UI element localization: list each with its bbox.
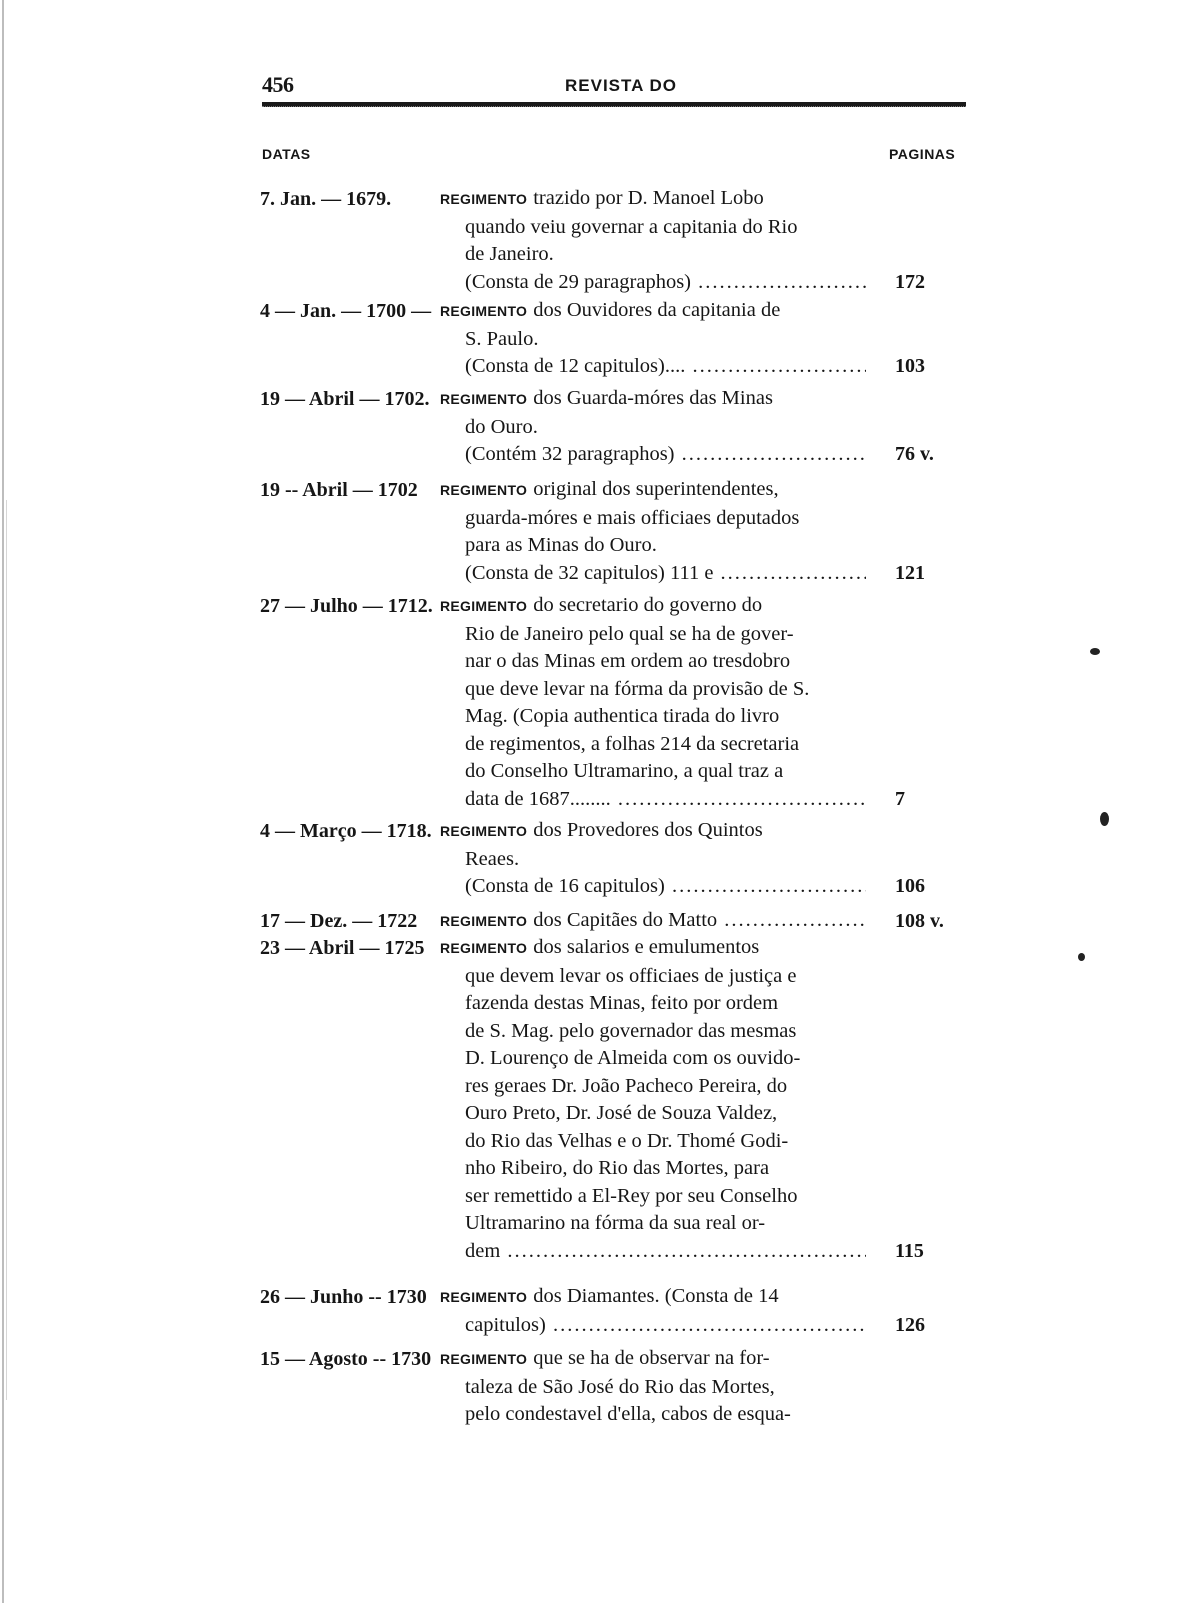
entry-line: fazenda destas Minas, feito por ordem: [465, 992, 779, 1014]
entry-keyword: REGIMENTO: [440, 823, 528, 839]
page-edge: [2, 0, 4, 1603]
entry-date: 23 — Abril — 1725: [260, 937, 425, 959]
entry-line: nar o das Minas em ordem ao tresdobro: [465, 650, 791, 672]
entry-line: de regimentos, a folhas 214 da secretaria: [465, 732, 800, 755]
entry-line: ser remettido a El-Rey por seu Conselho: [465, 1184, 798, 1207]
entry-line: de Janeiro.: [465, 243, 554, 265]
entry-line: do Rio das Velhas e o Dr. Thomé Godi-: [465, 1129, 789, 1152]
entry-line: res geraes Dr. João Pacheco Pereira, do: [465, 1074, 788, 1097]
column-heading-pages: PAGINAS: [889, 146, 956, 162]
entry-page-ref: 106: [895, 875, 925, 897]
entry-line: S. Paulo.: [465, 327, 539, 350]
entry-page-ref: 126: [895, 1313, 925, 1336]
entry-text: [440, 817, 866, 901]
entry-page-ref: 121: [895, 561, 925, 584]
entry-first-line: original dos superintendentes,: [533, 478, 779, 500]
entry-first-line: dos Provedores dos Quintos: [533, 819, 763, 841]
entry-line: Ultramarino na fórma da sua real or-: [465, 1212, 766, 1234]
entry-last-line: (Consta de 16 capitulos) .....: [465, 875, 866, 897]
entry-first-line: dos Diamantes. (Consta de 14: [533, 1285, 779, 1307]
entry-last-line: (Contém 32 paragraphos) .....: [465, 443, 866, 465]
entry-date: 17 — Dez. — 1722: [260, 910, 418, 932]
entry-page-ref: 108 v.: [895, 910, 944, 932]
entry-first-line: dos Capitães do Matto .....: [533, 909, 866, 931]
entry-date: 19 -- Abril — 1702: [260, 479, 418, 501]
entry-date: 15 — Agosto -- 1730: [260, 1348, 432, 1370]
entry-line: Ouro Preto, Dr. José de Souza Valdez,: [465, 1102, 778, 1124]
entry-text: [440, 1283, 866, 1339]
entry-keyword: REGIMENTO: [440, 913, 528, 929]
entry-first-line: dos salarios e emulumentos: [533, 936, 760, 958]
entry-line: taleza de São José do Rio das Mortes,: [465, 1375, 775, 1398]
entry-first-line: trazido por D. Manoel Lobo: [533, 187, 764, 209]
entry-keyword: REGIMENTO: [440, 1351, 528, 1367]
entry-text: [440, 934, 866, 1265]
entry-keyword: REGIMENTO: [440, 598, 528, 614]
entry-date: 7. Jan. — 1679.: [260, 188, 392, 210]
entry-last-line: (Consta de 32 capitulos) 111 e .....: [465, 562, 866, 584]
entry-first-line: dos Ouvidores da capitania de: [533, 299, 781, 321]
entry-text: [440, 592, 866, 813]
entry-page-ref: 172: [895, 270, 925, 293]
entry-keyword: REGIMENTO: [440, 482, 528, 498]
entry-line: que devem levar os officiaes de justiça e: [465, 964, 797, 987]
entry-line: para as Minas do Ouro.: [465, 534, 657, 556]
entry-line: D. Lourenço de Almeida com os ouvido-: [465, 1047, 801, 1069]
entry-line: Rio de Janeiro pelo qual se ha de gover-: [465, 622, 794, 645]
entry-line: pelo condestavel d'ella, cabos de esqua-: [465, 1403, 791, 1425]
entry-page-ref: 103: [895, 355, 925, 377]
running-title: REVISTA DO: [565, 76, 678, 95]
entry-page-ref: 7: [895, 787, 905, 810]
entry-last-line: (Consta de 12 capitulos).... .....: [465, 355, 866, 377]
entry-line: do Conselho Ultramarino, a qual traz a: [465, 760, 784, 782]
entry-line: de S. Mag. pelo governador das mesmas: [465, 1019, 797, 1042]
entry-line: guarda-móres e mais officiaes deputados: [465, 506, 800, 529]
entry-line: nho Ribeiro, do Rio das Mortes, para: [465, 1157, 770, 1179]
entry-keyword: REGIMENTO: [440, 391, 528, 407]
entry-line: Reaes.: [465, 847, 520, 870]
entry-first-line: do secretario do governo do: [533, 594, 763, 616]
entry-keyword: REGIMENTO: [440, 303, 528, 319]
entry-line: que deve levar na fórma da provisão de S.: [465, 677, 810, 700]
entry-first-line: que se ha de observar na for-: [533, 1347, 770, 1369]
print-speck: [1078, 953, 1085, 961]
entry-keyword: REGIMENTO: [440, 191, 528, 207]
entry-line: do Ouro.: [465, 415, 538, 438]
header-rule: [262, 102, 966, 107]
entry-date: 27 — Julho — 1712.: [260, 595, 433, 617]
entry-keyword: REGIMENTO: [440, 1289, 528, 1305]
entry-text: [440, 476, 866, 587]
entry-text: [440, 185, 866, 296]
column-heading-dates: DATAS: [262, 146, 311, 162]
page-number: 456: [262, 72, 294, 97]
entry-keyword: REGIMENTO: [440, 940, 528, 956]
entry-first-line: dos Guarda-móres das Minas: [533, 387, 773, 409]
entry-last-line: (Consta de 29 paragraphos) .....: [465, 271, 866, 293]
entry-text: [440, 1345, 866, 1429]
page-edge: [6, 500, 7, 1400]
print-speck: [1090, 648, 1100, 655]
entry-text: [440, 907, 866, 936]
entry-date: 4 — Março — 1718.: [260, 820, 432, 842]
entry-page-ref: 115: [895, 1239, 924, 1262]
entry-last-line: data de 1687........ .....: [465, 788, 866, 810]
entry-last-line: dem .....: [465, 1240, 866, 1262]
entry-date: 26 — Junho -- 1730: [260, 1286, 427, 1308]
print-speck: [1100, 812, 1109, 826]
entry-page-ref: 76 v.: [895, 443, 934, 465]
entry-line: quando veiu governar a capitania do Rio: [465, 215, 798, 238]
entry-date: 19 — Abril — 1702.: [260, 388, 430, 410]
entry-date: 4 — Jan. — 1700 —: [260, 300, 432, 322]
entry-last-line: capitulos) .....: [465, 1314, 866, 1336]
entry-text: [440, 385, 866, 469]
entry-text: [440, 297, 866, 381]
entry-line: Mag. (Copia authentica tirada do livro: [465, 705, 780, 727]
